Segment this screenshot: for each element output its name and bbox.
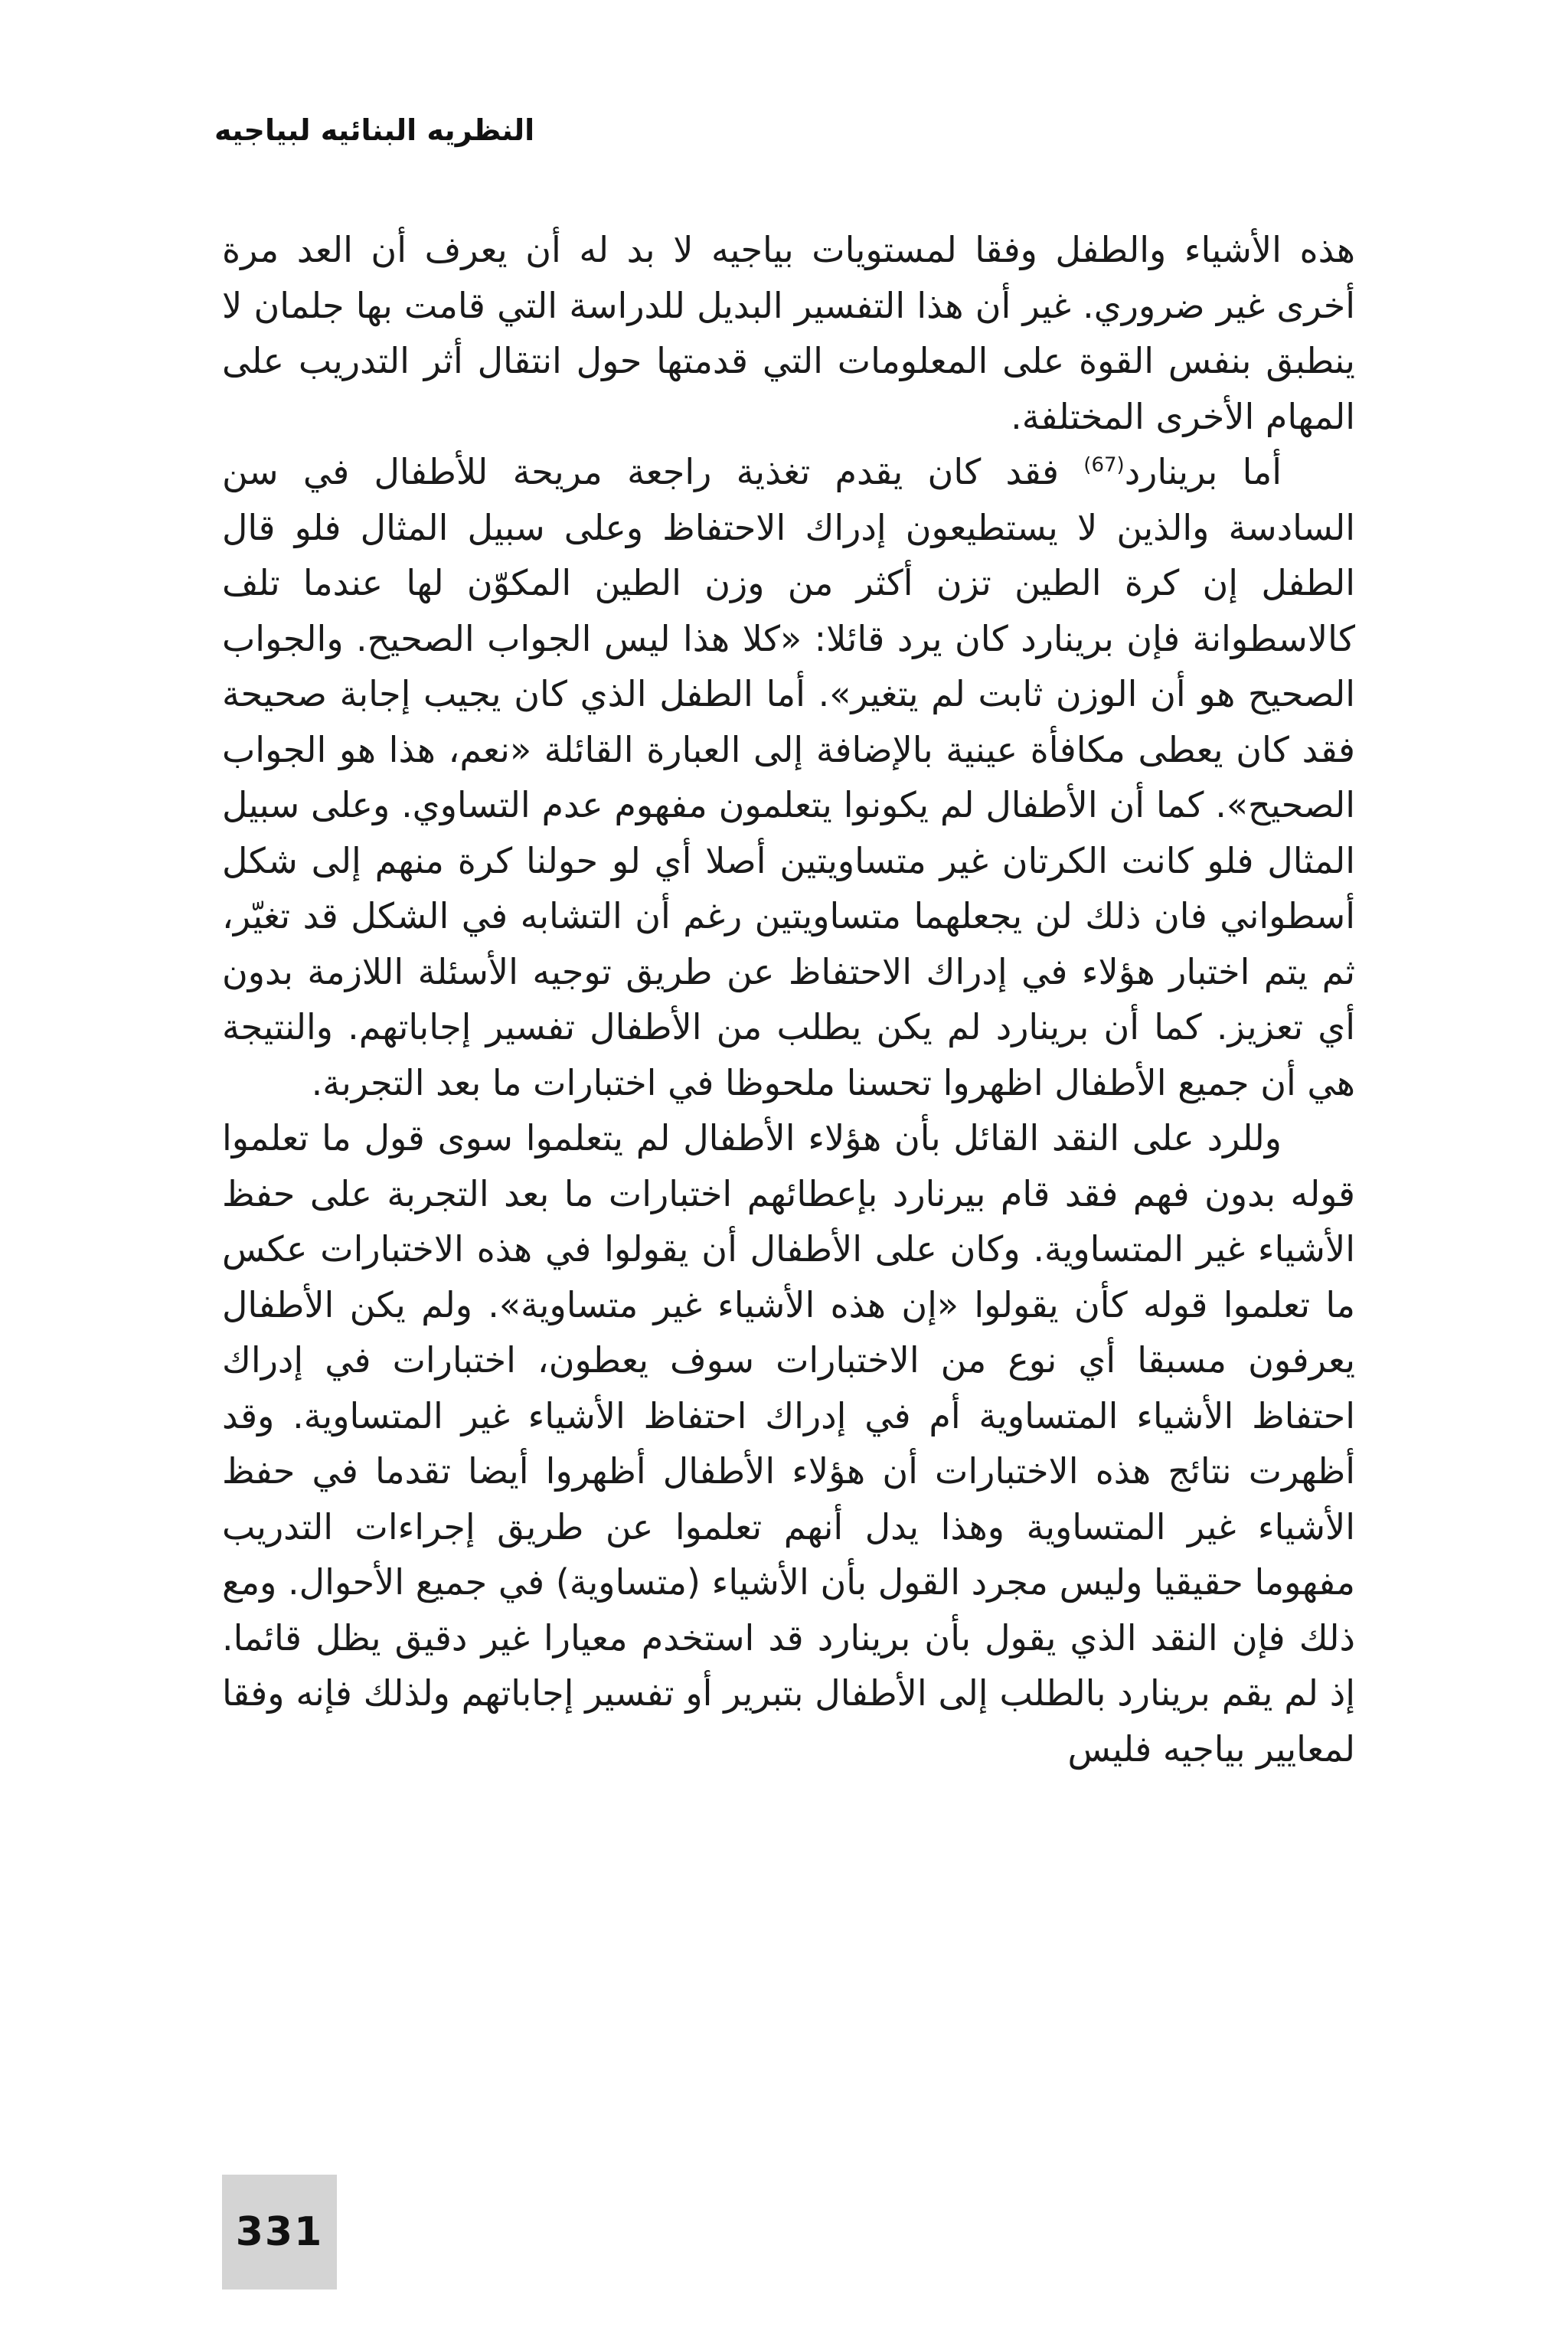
page-number: 331 <box>235 2209 324 2255</box>
paragraph-2-rest: فقد كان يقدم تغذية راجعة مريحة للأطفال في سن السادسة والذين لا يستطيعون إدراك الاحتفاظ وعلى سبيل المثال فلو قال الطفل إن كرة الطين تزن أكثر من وزن الطين المكوّن لها عندما تلف كالاسطوانة فإن برينارد كان يرد قائلا: «كلا هذا ليس الجواب الصحيح. والجواب الصحيح هو أن الوزن ثابت لم يتغير». أما الطفل الذي كان يجيب إجابة صحيحة فقد كان يعطى مكافأة عينية بالإضافة إلى العبارة القائلة «نعم، هذا هو الجواب الصحيح». كما أن الأطفال لم يكونوا يتعلمون مفهوم عدم التساوي. وعلى سبيل المثال فلو كانت الكرتان غير متساويتين أصلا أي لو حولنا كرة منهم إلى شكل أسطواني فان ذلك لن يجعلهما متساويتين رغم أن التشابه في الشكل قد تغيّر، ثم يتم اختبار هؤلاء في إدراك الاحتفاظ عن طريق توجيه الأسئلة اللازمة بدون أي تعزيز. كما أن برينارد لم يكن يطلب من الأطفال تفسير إجاباتهم. والنتيجة هي أن جميع الأطفال اظهروا تحسنا ملحوظا في اختبارات ما بعد التجربة. <box>222 451 1355 1103</box>
body-text <box>222 222 1355 1776</box>
page-number-box <box>222 2175 337 2290</box>
running-header: النظريه البنائيه لبياجيه <box>214 113 535 147</box>
paragraph-3: وللرد على النقد القائل بأن هؤلاء الأطفال لم يتعلموا سوى قول ما تعلموا قوله بدون فهم فقد قام بيرنارد بإعطائهم اختبارات ما بعد التجربة على حفظ الأشياء غير المتساوية. وكان على الأطفال أن يقولوا في هذه الاختبارات عكس ما تعلموا قوله كأن يقولوا «إن هذه الأشياء غير متساوية». ولم يكن الأطفال يعرفون مسبقا أي نوع من الاختبارات سوف يعطون، اختبارات في إدراك احتفاظ الأشياء المتساوية أم في إدراك احتفاظ الأشياء غير المتساوية. وقد أظهرت نتائج هذه الاختبارات أن هؤلاء الأطفال أظهروا أيضا تقدما في حفظ الأشياء غير المتساوية وهذا يدل أنهم تعلموا عن طريق إجراءات التدريب مفهوما حقيقيا وليس مجرد القول بأن الأشياء (متساوية) في جميع الأحوال. ومع ذلك فإن النقد الذي يقول بأن برينارد قد استخدم معيارا غير دقيق يظل قائما. إذ لم يقم برينارد بالطلب إلى الأطفال بتبرير أو تفسير إجاباتهم ولذلك فإنه وفقا لمعايير بياجيه فليس <box>222 1117 1355 1770</box>
paragraph-1: هذه الأشياء والطفل وفقا لمستويات بياجيه لا بد له أن يعرف أن العد مرة أخرى غير ضروري. غير أن هذا التفسير البديل للدراسة التي قامت بها جلمان لا ينطبق بنفس القوة على المعلومات التي قدمتها حول انتقال أثر التدريب على المهام الأخرى المختلفة. <box>222 229 1355 437</box>
paragraph-2-start: أما برينارد <box>1124 451 1282 492</box>
paragraph-2 <box>222 444 1355 1110</box>
footnote-reference: (67) <box>1083 453 1125 477</box>
